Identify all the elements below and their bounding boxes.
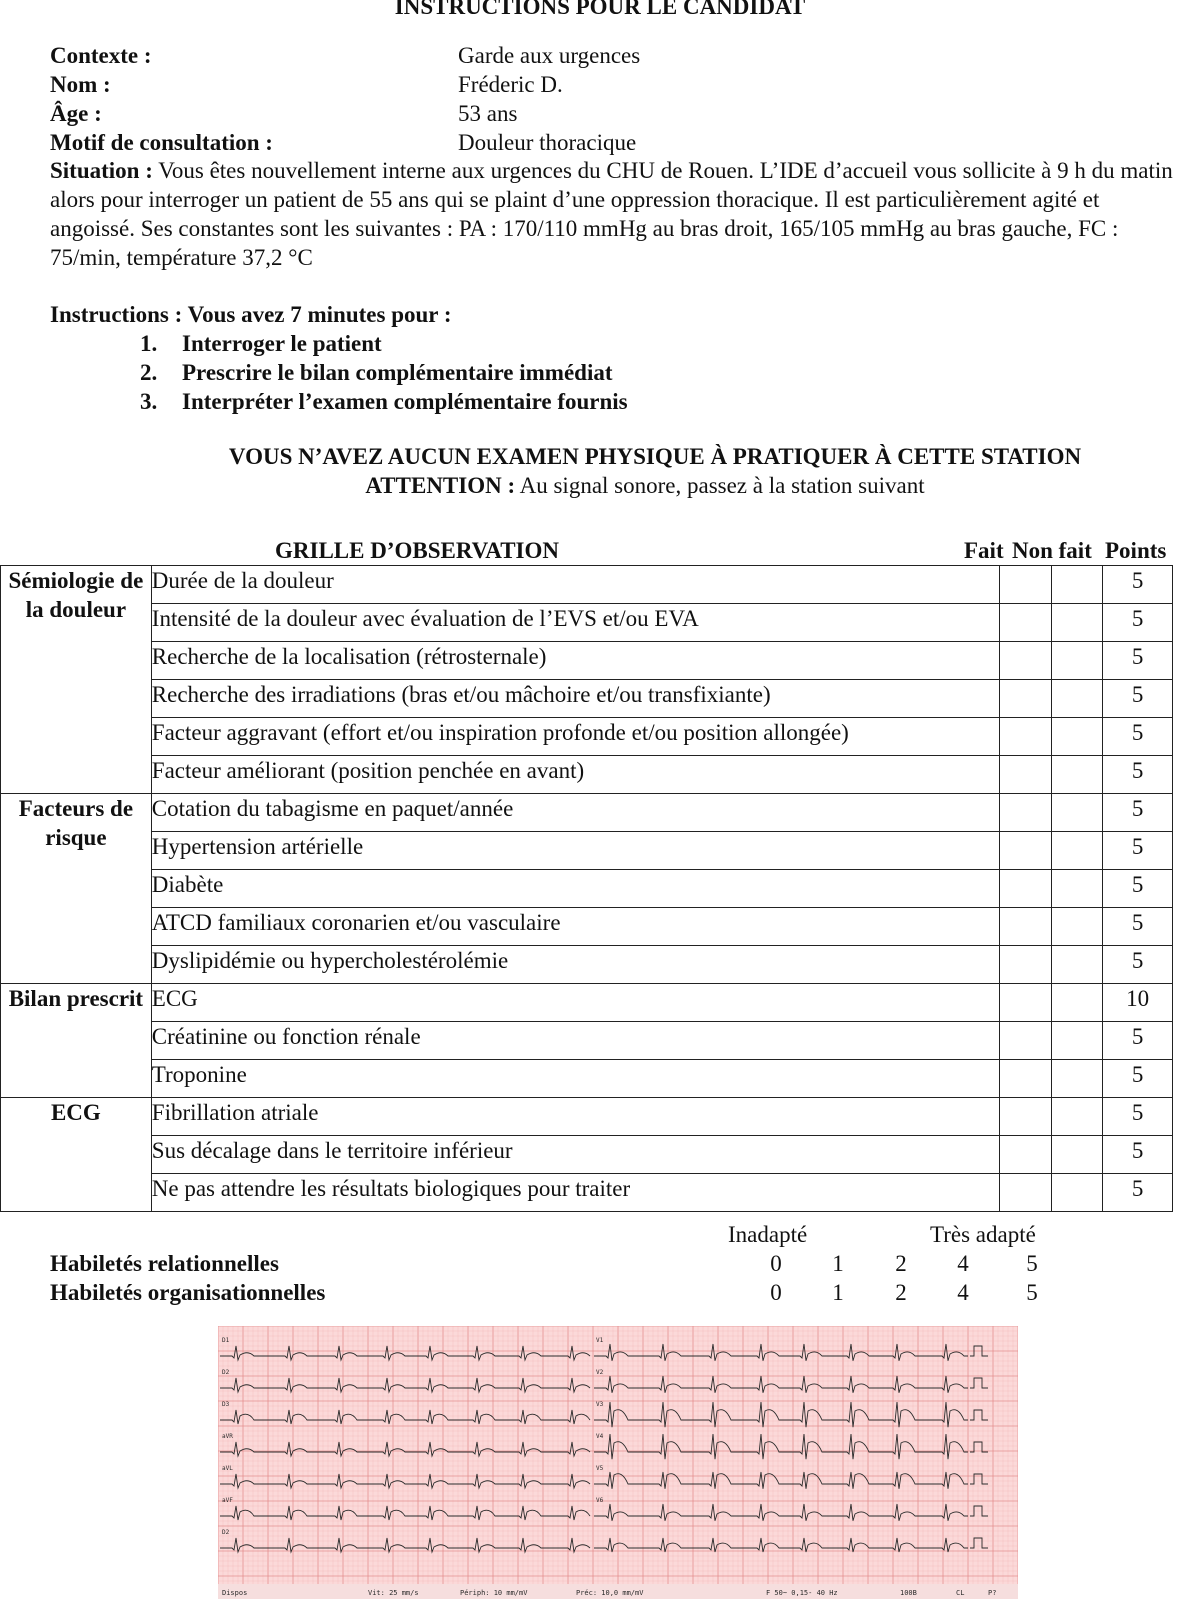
grid-points: 5	[1103, 1136, 1173, 1174]
scale-value[interactable]: 1	[832, 1280, 844, 1305]
grid-item: Hypertension artérielle	[151, 832, 1000, 870]
ecg-lead-label: D2	[222, 1529, 230, 1536]
grid-item: ECG	[151, 984, 1000, 1022]
instructions-heading: Instructions : Vous avez 7 minutes pour :	[50, 302, 452, 327]
grid-category: Facteurs de risque	[1, 794, 152, 984]
grid-row	[1, 642, 1173, 680]
fait-checkbox-cell[interactable]	[1000, 718, 1052, 756]
fait-checkbox-cell[interactable]	[1000, 642, 1052, 680]
grid-points: 5	[1103, 642, 1173, 680]
non-fait-checkbox-cell[interactable]	[1052, 718, 1103, 756]
grid-points: 5	[1103, 908, 1173, 946]
grid-item: Sus décalage dans le territoire inférieur	[151, 1136, 1000, 1174]
scale-value[interactable]: 5	[1026, 1251, 1038, 1276]
fait-checkbox-cell[interactable]	[1000, 870, 1052, 908]
grid-row	[1, 680, 1173, 718]
ecg-footer-text: Vit: 25 mm/s	[368, 1589, 419, 1597]
scale-value[interactable]: 1	[832, 1251, 844, 1276]
non-fait-checkbox-cell[interactable]	[1052, 1136, 1103, 1174]
grid-points: 5	[1103, 946, 1173, 984]
age-row	[50, 99, 1180, 128]
scale-low-label: Inadapté	[728, 1222, 808, 1247]
ecg-footer-text: 100B	[900, 1589, 917, 1597]
fait-checkbox-cell[interactable]	[1000, 680, 1052, 718]
grid-item: Intensité de la douleur avec évaluation de l’EVS et/ou EVA	[151, 604, 1000, 642]
scale-high-label: Très adapté	[930, 1222, 1036, 1247]
context-row	[50, 41, 1180, 70]
grid-points: 5	[1103, 794, 1173, 832]
grid-points: 5	[1103, 1174, 1173, 1212]
grid-points: 5	[1103, 680, 1173, 718]
scale-value[interactable]: 5	[1026, 1280, 1038, 1305]
grid-row	[1, 946, 1173, 984]
non-fait-checkbox-cell[interactable]	[1052, 680, 1103, 718]
col-header-points: Points	[1105, 538, 1167, 563]
col-header-non-fait: Non fait	[1012, 538, 1092, 563]
name-row	[50, 70, 1180, 99]
attention-label: ATTENTION :	[365, 473, 516, 498]
ecg-lead-label: V4	[596, 1433, 604, 1440]
grid-row	[1, 1098, 1173, 1136]
grid-points: 5	[1103, 566, 1173, 604]
ecg-footer-text: P?	[988, 1589, 997, 1597]
ecg-lead-label: aVF	[222, 1497, 233, 1504]
instruction-item: 2. Prescrire le bilan complémentaire immédiat	[140, 360, 613, 385]
scale-value[interactable]: 0	[770, 1280, 782, 1305]
ecg-tracing	[218, 1326, 1018, 1599]
ecg-footer-text: CL	[956, 1589, 965, 1597]
reason-row	[50, 128, 1180, 157]
grid-points: 5	[1103, 1022, 1173, 1060]
grid-row	[1, 832, 1173, 870]
grid-row	[1, 1136, 1173, 1174]
fait-checkbox-cell[interactable]	[1000, 984, 1052, 1022]
grid-points: 5	[1103, 1060, 1173, 1098]
grid-item: Recherche de la localisation (rétrosternale)	[151, 642, 1000, 680]
grid-points: 5	[1103, 870, 1173, 908]
grid-item: Fibrillation atriale	[151, 1098, 1000, 1136]
grid-points: 5	[1103, 832, 1173, 870]
patient-info	[50, 41, 1180, 157]
ecg-lead-label: V3	[596, 1401, 604, 1408]
grid-row	[1, 794, 1173, 832]
scale-value[interactable]: 4	[957, 1251, 969, 1276]
grid-title: GRILLE D’OBSERVATION	[275, 538, 559, 563]
grid-row	[1, 1060, 1173, 1098]
non-fait-checkbox-cell[interactable]	[1052, 908, 1103, 946]
fait-checkbox-cell[interactable]	[1000, 1022, 1052, 1060]
age-label: Âge :	[50, 101, 102, 126]
scale-value[interactable]: 4	[957, 1280, 969, 1305]
ecg-lead-label: V2	[596, 1369, 604, 1376]
grid-item: Durée de la douleur	[151, 566, 1000, 604]
fait-checkbox-cell[interactable]	[1000, 1136, 1052, 1174]
context-value: Garde aux urgences	[458, 43, 641, 68]
ecg-lead-label: aVL	[222, 1465, 233, 1472]
fait-checkbox-cell[interactable]	[1000, 1174, 1052, 1212]
non-fait-checkbox-cell[interactable]	[1052, 794, 1103, 832]
fait-checkbox-cell[interactable]	[1000, 604, 1052, 642]
reason-label: Motif de consultation :	[50, 130, 273, 155]
ecg-lead-label: D3	[222, 1401, 230, 1408]
ecg-lead-label: aVR	[222, 1433, 233, 1440]
grid-row	[1, 984, 1173, 1022]
attention-notice	[0, 471, 1200, 500]
non-fait-checkbox-cell[interactable]	[1052, 604, 1103, 642]
non-fait-checkbox-cell[interactable]	[1052, 566, 1103, 604]
grid-item: Recherche des irradiations (bras et/ou mâchoire et/ou transfixiante)	[151, 680, 1000, 718]
grid-points: 5	[1103, 604, 1173, 642]
instructions-list	[140, 329, 628, 416]
grid-category: Sémiologie de la douleur	[1, 566, 152, 794]
reason-value: Douleur thoracique	[458, 130, 637, 155]
non-fait-checkbox-cell[interactable]	[1052, 1098, 1103, 1136]
instruction-item: 3. Interpréter l’examen complémentaire fournis	[140, 389, 628, 414]
grid-item: Diabète	[151, 870, 1000, 908]
instruction-item: 1. Interroger le patient	[140, 331, 382, 356]
grid-row	[1, 718, 1173, 756]
fait-checkbox-cell[interactable]	[1000, 1060, 1052, 1098]
grid-item: Troponine	[151, 1060, 1000, 1098]
ecg-footer-text: Périph: 10 mm/mV	[460, 1589, 528, 1597]
fait-checkbox-cell[interactable]	[1000, 832, 1052, 870]
situation-label: Situation :	[50, 158, 153, 183]
scale-row-organisational	[0, 1278, 1200, 1307]
ecg-lead-label: V5	[596, 1465, 604, 1472]
grid-row	[1, 1174, 1173, 1212]
observation-grid	[0, 565, 1173, 1212]
name-label: Nom :	[50, 72, 111, 97]
scale-header	[0, 1220, 1200, 1249]
non-fait-checkbox-cell[interactable]	[1052, 870, 1103, 908]
non-fait-checkbox-cell[interactable]	[1052, 832, 1103, 870]
no-exam-notice: VOUS N’AVEZ AUCUN EXAMEN PHYSIQUE À PRATIQUER À CETTE STATION	[228, 444, 1082, 469]
ecg-lead-label: V1	[596, 1337, 604, 1344]
ecg-lead-label: D2	[222, 1369, 230, 1376]
ecg-footer-text: F 50~ 0,15- 40 Hz	[766, 1589, 838, 1597]
grid-item: ATCD familiaux coronarien et/ou vasculaire	[151, 908, 1000, 946]
fait-checkbox-cell[interactable]	[1000, 794, 1052, 832]
non-fait-checkbox-cell[interactable]	[1052, 946, 1103, 984]
document-title: INSTRUCTIONS POUR LE CANDIDAT	[394, 0, 806, 19]
grid-header	[0, 536, 1200, 565]
non-fait-checkbox-cell[interactable]	[1052, 756, 1103, 794]
grid-row	[1, 1022, 1173, 1060]
grid-item: Facteur aggravant (effort et/ou inspiration profonde et/ou position allongée)	[151, 718, 1000, 756]
scale-label-relational: Habiletés relationnelles	[50, 1251, 279, 1276]
situation-text: Vous êtes nouvellement interne aux urgences du CHU de Rouen. L’IDE d’accueil vous sollicite à 9 h du matin alors pour interroger un patient de 55 ans qui se plaint d’une oppression thoracique. Il est particulièrement agité et angoissé. Ses constantes sont les suivantes : PA : 170/110 mmHg au bras droit, 165/105 mmHg au bras gauche, FC : 75/min, température 37,2 °C	[50, 158, 1173, 270]
attention-text: Au signal sonore, passez à la station suivant	[519, 473, 925, 498]
grid-row	[1, 604, 1173, 642]
grid-category: ECG	[1, 1098, 152, 1212]
ecg-footer-text: Préc: 10,0 mm/mV	[576, 1589, 644, 1597]
grid-points: 5	[1103, 718, 1173, 756]
scale-row-relational	[0, 1249, 1200, 1278]
situation-paragraph	[50, 156, 1185, 272]
grid-points: 5	[1103, 1098, 1173, 1136]
scale-value[interactable]: 0	[770, 1251, 782, 1276]
fait-checkbox-cell[interactable]	[1000, 908, 1052, 946]
grid-item: Cotation du tabagisme en paquet/année	[151, 794, 1000, 832]
grid-points: 10	[1103, 984, 1173, 1022]
name-value: Fréderic D.	[458, 72, 563, 97]
non-fait-checkbox-cell[interactable]	[1052, 1060, 1103, 1098]
fait-checkbox-cell[interactable]	[1000, 756, 1052, 794]
ecg-lead-label: D1	[222, 1337, 230, 1344]
scale-value[interactable]: 2	[895, 1251, 907, 1276]
context-label: Contexte :	[50, 43, 152, 68]
grid-item: Facteur améliorant (position penchée en avant)	[151, 756, 1000, 794]
ecg-footer-text: Dispos	[222, 1589, 248, 1597]
ecg-lead-label: V6	[596, 1497, 604, 1504]
grid-row	[1, 756, 1173, 794]
col-header-fait: Fait	[964, 538, 1004, 563]
fait-checkbox-cell[interactable]	[1000, 946, 1052, 984]
grid-item: Dyslipidémie ou hypercholestérolémie	[151, 946, 1000, 984]
fait-checkbox-cell[interactable]	[1000, 566, 1052, 604]
non-fait-checkbox-cell[interactable]	[1052, 1174, 1103, 1212]
fait-checkbox-cell[interactable]	[1000, 1098, 1052, 1136]
scale-value[interactable]: 2	[895, 1280, 907, 1305]
grid-item: Créatinine ou fonction rénale	[151, 1022, 1000, 1060]
grid-row	[1, 908, 1173, 946]
age-value: 53 ans	[458, 101, 518, 126]
scale-label-organisational: Habiletés organisationnelles	[50, 1280, 326, 1305]
grid-item: Ne pas attendre les résultats biologiques pour traiter	[151, 1174, 1000, 1212]
grid-row	[1, 870, 1173, 908]
non-fait-checkbox-cell[interactable]	[1052, 642, 1103, 680]
grid-category: Bilan prescrit	[1, 984, 152, 1098]
grid-row	[1, 566, 1173, 604]
non-fait-checkbox-cell[interactable]	[1052, 1022, 1103, 1060]
grid-points: 5	[1103, 756, 1173, 794]
non-fait-checkbox-cell[interactable]	[1052, 984, 1103, 1022]
